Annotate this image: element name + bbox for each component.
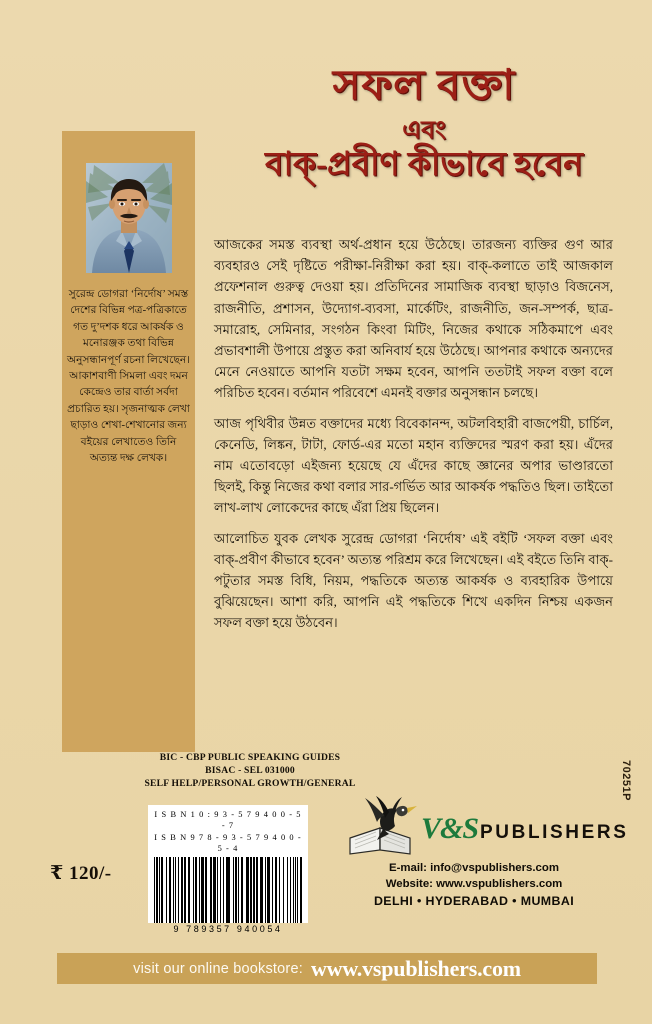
publisher-website[interactable]: Website: www.vspublishers.com bbox=[385, 878, 563, 891]
banner-prefix: visit our online bookstore: bbox=[133, 960, 303, 977]
barcode-digits: 9 789357 940054 bbox=[173, 924, 283, 935]
author-blurb: সুরেন্দ্র ডোগরা ‘নির্দোষ’ সমস্ত দেশের বিভিন্ন পত্র-পত্রিকাতে গত দু’দশক ধরে আকর্ষক ও মনোরঞ্জক তথা বিভিন্ন অনুসন্ধানপূর্ণ রচনা লিখেছেন। আকাশবাণী সিমলা এবং দমন কেন্দ্রেও তার বার্তা সর্বদা প্রচারিত হয়। সৃজনাত্মক লেখা ছাড়াও শেখা-শেখানোর জন্য বইয়ের লেখাতেও তিনি অত্যন্ত দক্ষ লেখক। bbox=[66, 289, 191, 465]
online-bookstore-banner[interactable] bbox=[57, 953, 597, 984]
author-panel bbox=[62, 131, 195, 752]
isbn-13-line: I S B N 9 7 8 - 9 3 - 5 7 9 4 0 0 - 5 - 4 bbox=[154, 832, 302, 854]
author-portrait-graphic bbox=[86, 163, 172, 273]
bic-code: BIC - CBP PUBLIC SPEAKING GUIDES bbox=[159, 752, 341, 763]
barcode-bars bbox=[154, 857, 302, 923]
back-cover-blurb bbox=[214, 234, 613, 634]
publisher-email[interactable]: E-mail: info@vspublishers.com bbox=[389, 862, 559, 874]
book-title-conjunction: এবং bbox=[402, 117, 446, 145]
blurb-paragraph: আজ পৃথিবীর উন্নত বক্তাদের মধ্যে বিবেকানন্দ, অটলবিহারী বাজপেয়ী, চার্চিল, কেনেডি, লিঙ্কন, টাটা, ফোর্ড-এর মতো মহান ব্যক্তিদের স্মরণ করা হয়। এঁদের নাম এতোবড়ো এইজন্য হয়েছে যে এঁদের কাছে জ্ঞানের অপার ভাণ্ডারতো ছিলই, কিন্তু নিজের কথা বলার সার-গর্ভিত আর আকর্ষক পদ্ধতিও ছিল। তাইতো লাখ-লাখ লোকেদের কাছে এঁরা প্রিয় ছিলেন। bbox=[214, 415, 613, 516]
book-title-subtitle: বাক্-প্রবীণ কীভাবে হবেন bbox=[265, 147, 583, 184]
publisher-name bbox=[421, 812, 629, 846]
category-line: SELF HELP/PERSONAL GROWTH/GENERAL bbox=[144, 777, 356, 789]
title-block bbox=[214, 64, 634, 183]
isbn-barcode bbox=[148, 805, 308, 935]
isbn-10-line: I S B N 1 0 : 9 3 - 5 7 9 4 0 0 - 5 - 7 bbox=[154, 810, 302, 831]
internal-product-code: 70251P bbox=[620, 760, 632, 801]
eagle-on-book-logo-icon bbox=[347, 796, 421, 858]
blurb-paragraph: আলোচিত যুবক লেখক সুরেন্দ্র ডোগরা ‘নির্দোষ’ এই বইটি ‘সফল বক্তা এবং বাক্-প্রবীণ কীভাবে হবেন’ অত্যন্ত পরিশ্রম করে লিখেছেন। এই বইতে তিনি বাক্-পটুতার সমস্ত বিধি, নিয়ম, পদ্ধতিকে অত্যন্ত আকর্ষক ও ব্যবহারিক উপায়ে বুঝিয়েছেন। আশা করি, আপনি এই পদ্ধতিকে শিখে একদিন নিশ্চয় একজন সফল বক্তা হয়ে উঠবেন। bbox=[214, 530, 613, 631]
publisher-block bbox=[345, 800, 629, 911]
blurb-paragraph: আজকের সমস্ত ব্যবস্থা অর্থ-প্রধান হয়ে উঠেছে। তারজন্য ব্যক্তির গুণ আর ব্যবহারও সেই দৃষ্টিতে পরীক্ষা-নিরীক্ষা করা হয়। বাক্-কলাতে তাই আজকাল প্রফেশনাল গুরুত্ব দেওয়া হয়। প্রতিদিনের সামাজিক ব্যবস্থা ছাড়াও বিজনেস, রাজনীতি, প্রশাসন, উদ্যোগ-ব্যবসা, মার্কেটিং, রাজনীতি, জন-সম্পর্ক, ছাত্র-সমারোহ, সেমিনার, সংগঠন কিংবা মিটিং, নিজের কথাকে সঠিকমাপে এবং প্রভাবশালী উপায়ে প্রস্তুত করা অনিবার্য হয়ে উঠেছে। আপনার কথাকে অন্যদের মেনে নেওয়াতে আপনি যতটা সক্ষম হবেন, আপনি ততটাই সফল বক্তা বলে পরিচিত হবেন। বর্তমান পরিবেশে এমনই বক্তার অনুসন্ধান চলছে। bbox=[214, 237, 613, 401]
publisher-contact bbox=[345, 860, 603, 911]
banner-url[interactable]: www.vspublishers.com bbox=[310, 955, 521, 981]
author-photo bbox=[86, 163, 172, 273]
bisac-code: BISAC - SEL 031000 bbox=[205, 764, 295, 776]
publisher-word: PUBLISHERS bbox=[480, 822, 629, 843]
classification-block bbox=[110, 752, 390, 791]
price-label: ₹ 120/- bbox=[50, 863, 112, 884]
book-title-main: সফল বক্তা bbox=[332, 63, 516, 109]
publisher-vs-mark: V&S bbox=[421, 812, 479, 845]
publisher-cities: DELHI • HYDERABAD • MUMBAI bbox=[373, 894, 575, 909]
